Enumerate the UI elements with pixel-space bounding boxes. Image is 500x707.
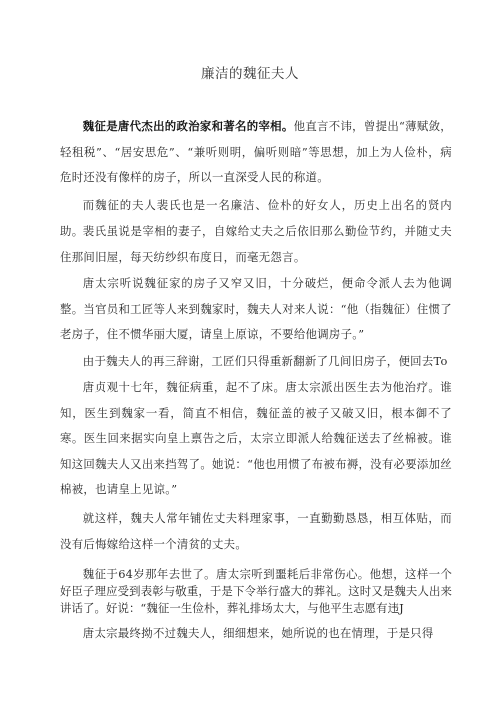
paragraph-7: 就这样，魏夫人常年铺佐丈夫料理家事，一直勤勤恳恳，相互体贴，而没有后悔嫁给这样一个清贫的丈夫。 bbox=[60, 511, 452, 551]
paragraph-1 bbox=[60, 114, 452, 191]
paragraph-6: 唐贞观十七年，魏征病重，起不了床。唐太宗派出医生去为他治疗。谁知，医生到魏家一看，简直不相信，魏征盖的被子又破又旧，根本御不了寒。医生回来据实向皇上禀告之后，太宗立即派人给魏征送去了丝棉被。谁知这回魏夫人又出来挡驾了。她说：“他也用惯了布被布褥，没有必要添加丝棉被，也请皇上见谅。” bbox=[60, 380, 452, 496]
paragraph-3: 裴氏虽说是宰相的妻子，自嫁给丈夫之后依旧那么勤俭节约，并随丈夫住那间旧屋，每天纺纱织布度日，而毫无怨言。 bbox=[60, 224, 452, 264]
paragraph-5: 由于魏夫人的再三辞谢，工匠们只得重新翻新了几间旧房子，便回去To bbox=[82, 354, 448, 368]
paragraph-1-text: 他直言不讳，曾提出“薄赋敛，轻租税”、“居安思危”、“兼听则明，偏听则暗”等思想，加上为人俭朴，病危时还没有像样的房子，所以一直深受人民的称道。 bbox=[60, 119, 453, 184]
paragraph-8: 魏征于64岁那年去世了。唐太宗听到噩耗后非常伤心。他想，这样一个好臣子理应受到表彰与敬重，于是下令举行盛大的葬礼。这时又是魏夫人出来讲话了。好说：“魏征一生俭朴，葬礼排场太大，与他平生志愿有违J bbox=[60, 567, 452, 615]
paragraph-4: 唐太宗听说魏征家的房子又窄又旧，十分破烂，便命令派人去为他调整。当官员和工匠等人来到魏家时，魏夫人对来人说：“他（指魏征）住惯了老房子，住不惯华丽大厦，请皇上原谅，不要给他调房子。” bbox=[60, 276, 452, 341]
paragraph-2: 而魏征的夫人裴氏也是一名廉洁、俭朴的好女人，历史上出名的贤内助。 bbox=[60, 198, 452, 238]
paragraph-1-lead: 魏征是唐代杰出的政治家和著名的宰相。 bbox=[82, 119, 294, 133]
paragraph-9: 唐太宗最终拗不过魏夫人，细细想来，她所说的也在情理，于是只得 bbox=[82, 626, 434, 640]
document-title: 廉洁的魏征夫人 bbox=[201, 66, 299, 82]
